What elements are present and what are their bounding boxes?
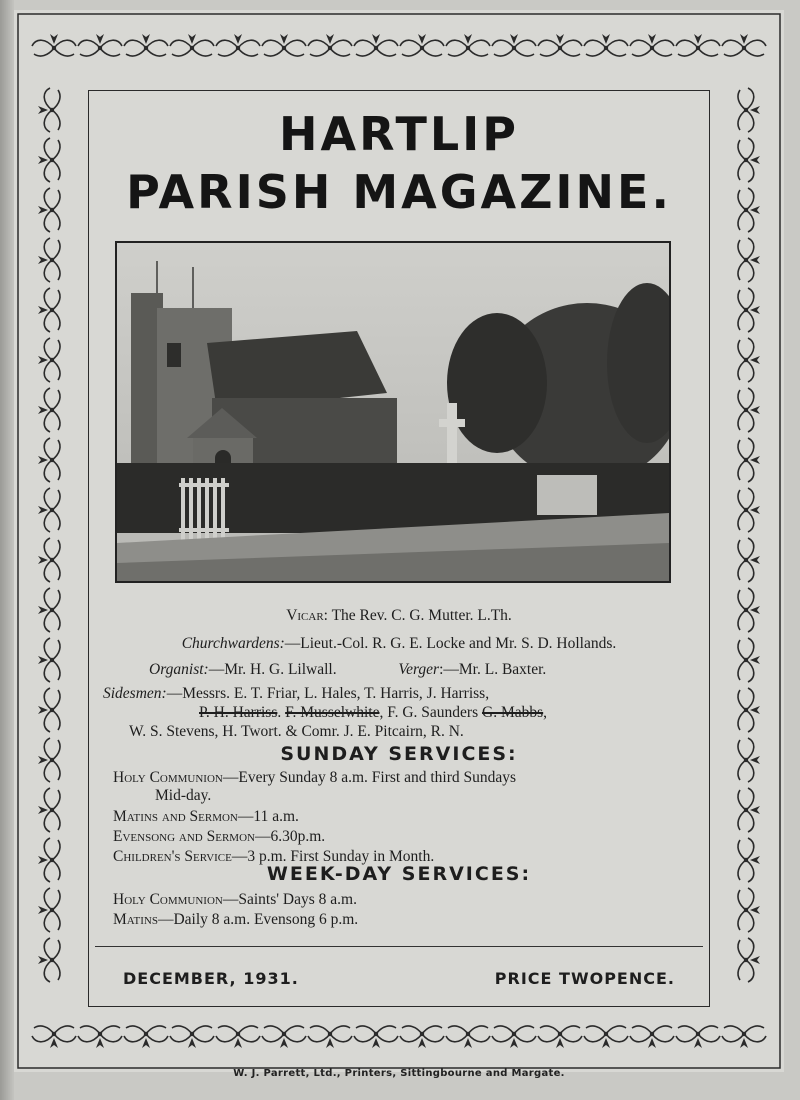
border-flourish — [38, 338, 60, 382]
sunday-matins-label: Matins and Sermon — [113, 808, 238, 825]
sidesmen-names-1: —Messrs. E. T. Friar, L. Hales, T. Harris, J. Harriss, — [166, 685, 490, 702]
border-flourish — [584, 1026, 628, 1048]
sunday-communion-text: —Every Sunday 8 a.m. First and third Sundays — [222, 769, 517, 786]
border-flourish — [38, 838, 60, 882]
border-flourish — [400, 34, 444, 56]
border-flourish — [738, 938, 760, 982]
weekday-services-heading: WEEK-DAY SERVICES: — [266, 863, 532, 885]
sunday-evensong-line — [113, 828, 709, 846]
border-flourish — [38, 938, 60, 982]
border-flourish — [738, 738, 760, 782]
childrens-service-text: —3 p.m. First Sunday in Month. — [231, 848, 435, 865]
sunday-services-heading: SUNDAY SERVICES: — [280, 743, 518, 765]
book-binding-edge — [0, 0, 14, 1100]
vicar-label: Vicar: — [286, 607, 328, 624]
title-line-2: PARISH MAGAZINE. — [126, 165, 672, 219]
border-flourish — [630, 1026, 674, 1048]
border-flourish — [170, 34, 214, 56]
sidesmen-end: , — [543, 704, 548, 721]
border-flourish — [308, 34, 352, 56]
weekday-matins-line — [113, 911, 709, 929]
border-flourish — [400, 1026, 444, 1048]
church-photograph — [115, 241, 671, 583]
vicar-line — [89, 607, 709, 625]
border-flourish — [676, 34, 720, 56]
border-flourish — [676, 1026, 720, 1048]
weekday-communion-label: Holy Communion — [113, 891, 223, 908]
border-flourish — [738, 288, 760, 332]
border-flourish — [738, 138, 760, 182]
border-flourish — [738, 488, 760, 532]
border-flourish — [78, 34, 122, 56]
border-flourish — [262, 34, 306, 56]
border-flourish — [538, 1026, 582, 1048]
issue-date: DECEMBER, 1931. — [123, 969, 299, 988]
issue-price: PRICE TWOPENCE. — [494, 969, 675, 988]
weekday-communion-line — [113, 891, 709, 909]
border-flourish — [738, 638, 760, 682]
border-flourish — [738, 388, 760, 432]
border-flourish — [738, 188, 760, 232]
sunday-communion-text-2: Mid-day. — [155, 787, 212, 804]
organist-verger-line — [149, 661, 709, 679]
sidesmen-label: Sidesmen: — [103, 685, 167, 702]
sunday-communion-line — [113, 769, 709, 787]
sidesmen-line-3 — [129, 723, 709, 741]
weekday-matins-label: Matins — [113, 911, 158, 928]
border-flourish — [38, 888, 60, 932]
border-flourish — [722, 1026, 766, 1048]
border-flourish — [722, 34, 766, 56]
sidesman-struck-2: F. Musselwhite — [285, 704, 380, 721]
border-flourish — [78, 1026, 122, 1048]
border-flourish — [38, 738, 60, 782]
weekday-matins-text: —Daily 8 a.m. Evensong 6 p.m. — [157, 911, 359, 928]
organist-label: Organist: — [149, 661, 209, 678]
border-flourish — [630, 34, 674, 56]
title-line-1: HARTLIP — [279, 107, 519, 161]
sidesmen-line-1 — [103, 685, 709, 703]
border-flourish — [492, 1026, 536, 1048]
border-flourish — [446, 34, 490, 56]
content-panel — [88, 90, 710, 1007]
border-flourish — [38, 288, 60, 332]
border-flourish — [262, 1026, 306, 1048]
border-flourish — [38, 788, 60, 832]
sunday-communion-label: Holy Communion — [113, 769, 223, 786]
verger-value: :—Mr. L. Baxter. — [439, 661, 547, 678]
verger-label: Verger — [398, 661, 440, 678]
border-flourish — [38, 388, 60, 432]
sidesmen-line-2 — [199, 704, 709, 722]
border-flourish — [738, 438, 760, 482]
border-flourish — [738, 238, 760, 282]
printer-imprint: W. J. Parrett, Ltd., Printers, Sittingbourne and Margate. — [233, 1068, 565, 1079]
sunday-communion-line-2 — [155, 787, 709, 805]
sunday-evensong-text: —6.30p.m. — [254, 828, 326, 845]
border-flourish — [216, 34, 260, 56]
border-flourish — [38, 188, 60, 232]
border-flourish — [32, 34, 76, 56]
border-flourish — [32, 1026, 76, 1048]
sunday-matins-line — [113, 808, 709, 826]
border-flourish — [38, 438, 60, 482]
border-flourish — [38, 238, 60, 282]
churchwardens-label: Churchwardens: — [181, 635, 285, 652]
border-flourish — [492, 34, 536, 56]
border-flourish — [738, 838, 760, 882]
border-flourish — [738, 588, 760, 632]
childrens-service-label: Children's Service — [113, 848, 232, 865]
footer-divider — [95, 946, 703, 947]
sidesmen-sep: . — [277, 704, 286, 721]
border-flourish — [38, 588, 60, 632]
border-flourish — [738, 538, 760, 582]
border-flourish — [38, 638, 60, 682]
border-flourish — [354, 1026, 398, 1048]
sunday-matins-text: —11 a.m. — [237, 808, 299, 825]
border-flourish — [738, 688, 760, 732]
border-flourish — [38, 488, 60, 532]
border-flourish — [38, 688, 60, 732]
border-flourish — [308, 1026, 352, 1048]
border-flourish — [38, 138, 60, 182]
sidesman-struck-1: P. H. Harriss — [199, 704, 278, 721]
churchwardens-line — [89, 635, 709, 653]
border-flourish — [738, 788, 760, 832]
border-flourish — [738, 338, 760, 382]
border-flourish — [216, 1026, 260, 1048]
border-flourish — [354, 34, 398, 56]
border-flourish — [584, 34, 628, 56]
border-flourish — [38, 88, 60, 132]
border-flourish — [124, 34, 168, 56]
border-flourish — [124, 1026, 168, 1048]
magazine-title — [89, 105, 709, 221]
sidesmen-mid: , F. G. Saunders — [379, 704, 483, 721]
sidesman-struck-3: G. Mabbs — [482, 704, 544, 721]
weekday-communion-text: —Saints' Days 8 a.m. — [222, 891, 357, 908]
border-flourish — [38, 538, 60, 582]
sidesmen-names-3: W. S. Stevens, H. Twort. & Comr. J. E. Pitcairn, R. N. — [129, 723, 464, 740]
organist-value: —Mr. H. G. Lilwall. — [208, 661, 337, 678]
sunday-evensong-label: Evensong and Sermon — [113, 828, 255, 845]
churchwardens-value: —Lieut.-Col. R. G. E. Locke and Mr. S. D. Hollands. — [284, 635, 617, 652]
magazine-cover — [14, 10, 784, 1072]
border-flourish — [170, 1026, 214, 1048]
border-flourish — [738, 88, 760, 132]
border-flourish — [446, 1026, 490, 1048]
border-flourish — [538, 34, 582, 56]
border-flourish — [738, 888, 760, 932]
vicar-value: The Rev. C. G. Mutter. L.Th. — [331, 607, 512, 624]
